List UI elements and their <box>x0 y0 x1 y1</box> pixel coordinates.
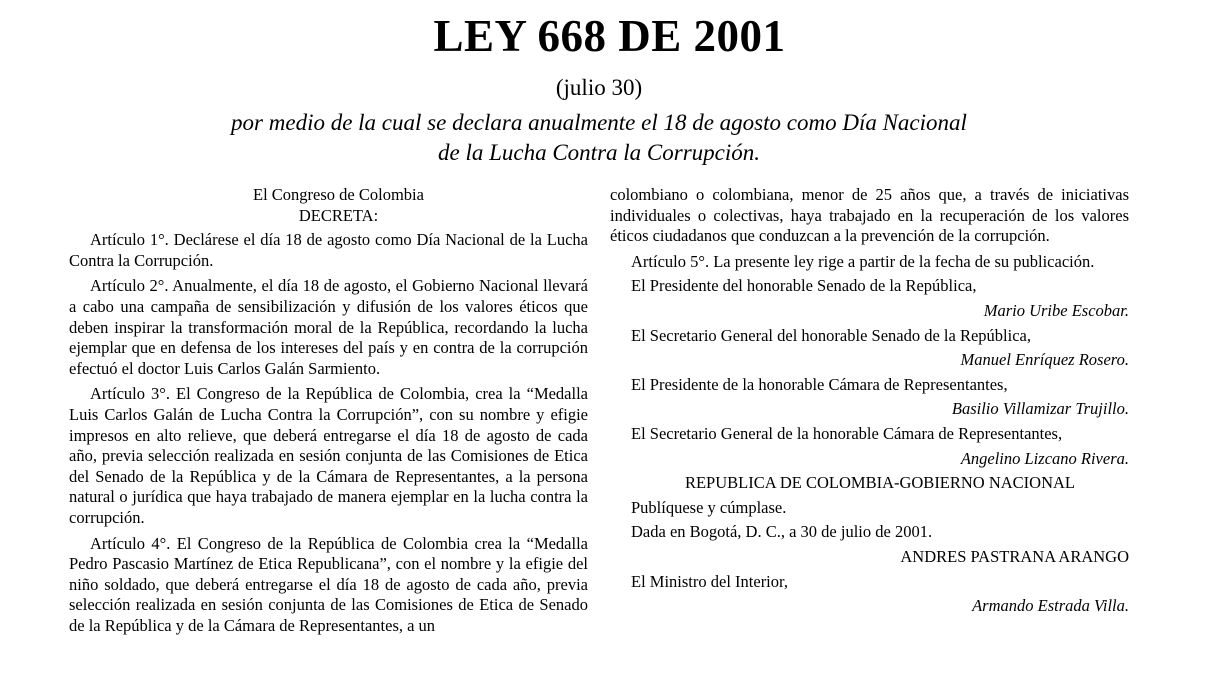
publish-line: Publíquese y cúmplase. <box>631 497 787 517</box>
law-subtitle <box>0 108 1198 168</box>
issuer: El Congreso de Colombia <box>253 185 424 204</box>
right-column <box>610 185 1129 621</box>
government-heading: REPUBLICA DE COLOMBIA-GOBIERNO NACIONAL <box>684 473 1076 493</box>
law-date: (julio 30) <box>555 75 643 100</box>
signatory-name-2: Manuel Enríquez Rosero. <box>960 350 1129 370</box>
article-2: Artículo 2°. Anualmente, el día 18 de agosto, el Gobierno Nacional llevará a cabo una campaña de sensibilización y difusión de los valores éticos que deben inspirar la transformación moral de la República, recordando la lucha ejemplar que en defensa de los intereses del país y en contra de la corrupción efectuó el doctor Luis Carlos Galán Sarmiento. <box>69 276 588 378</box>
article-4-continuation: colombiano o colombiana, menor de 25 años que, a través de iniciativas individuales o colectivas, haya trabajado en la recuperación de los valores éticos ciudadanos que conduzcan a la prevención de la corrupción. <box>610 185 1129 246</box>
signatory-role-1: El Presidente del honorable Senado de la República, <box>631 276 977 296</box>
article-4: Artículo 4°. El Congreso de la República de Colombia crea la “Medalla Pedro Pascasio Martínez de Etica Republicana”, con el nombre y la efigie del niño soldado, que deberá entregarse el día 18 de agosto de cada año, previa selección realizada en sesión conjunta de las Comisiones de Etica de Senado de la República y de la Cámara de Representantes, a un <box>69 533 588 635</box>
article-3: Artículo 3°. El Congreso de la República de Colombia, crea la “Medalla Luis Carlos Galán de Lucha Contra la Corrupción”, con su nombre y efigie impresos en alto relieve, que deberá entregarse el día 18 de agosto de cada año, previa selección realizada en sesión conjunta de las Comisiones de Etica del Senado de la República y de la Cámara de Representantes, a la persona natural o jurídica que haya trabajado de manera ejemplar en la lucha contra la corrupción. <box>69 384 588 527</box>
subtitle-line-1: por medio de la cual se declara anualmente el 18 de agosto como Día Nacional <box>231 110 967 135</box>
minister-role: El Ministro del Interior, <box>631 571 788 591</box>
signatory-role-2: El Secretario General del honorable Senado de la República, <box>631 325 1031 345</box>
signatory-name-4: Angelino Lizcano Rivera. <box>960 448 1129 468</box>
law-title: LEY 668 DE 2001 <box>433 11 786 61</box>
signatory-role-4: El Secretario General de la honorable Cámara de Representantes, <box>631 423 1063 443</box>
minister-name: Armando Estrada Villa. <box>972 596 1129 616</box>
article-1: Artículo 1°. Declárese el día 18 de agosto como Día Nacional de la Lucha Contra la Corrupción. <box>69 230 588 270</box>
president-name: ANDRES PASTRANA ARANGO <box>900 546 1129 566</box>
signatory-name-1: Mario Uribe Escobar. <box>983 300 1129 320</box>
given-line: Dada en Bogotá, D. C., a 30 de julio de 2001. <box>631 522 933 542</box>
decree-heading: DECRETA: <box>298 205 379 225</box>
signatory-name-3: Basilio Villamizar Trujillo. <box>951 399 1129 419</box>
subtitle-line-2: de la Lucha Contra la Corrupción. <box>437 140 760 165</box>
article-5: Artículo 5°. La presente ley rige a partir de la fecha de su publicación. <box>631 251 1095 271</box>
left-column <box>69 185 588 641</box>
signatory-role-3: El Presidente de la honorable Cámara de Representantes, <box>631 374 1008 394</box>
